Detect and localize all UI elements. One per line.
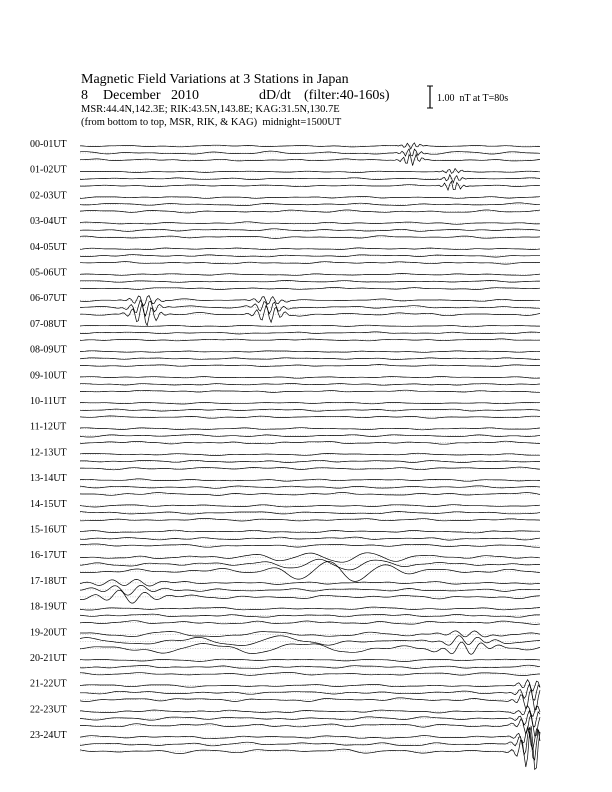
row-10-11UT [30, 396, 540, 418]
row-04-05UT [30, 242, 540, 264]
trace-RIK [80, 711, 540, 727]
row-label: 03-04UT [30, 216, 67, 228]
trace-MSR [80, 590, 540, 603]
trace-RIK [80, 300, 540, 316]
trace-KAG [80, 553, 540, 562]
row-label: 04-05UT [30, 241, 67, 253]
row-07-08UT [30, 319, 540, 341]
date-year: 2010 [171, 88, 199, 103]
trace-RIK [80, 559, 540, 570]
date-month: December [103, 88, 161, 103]
row-12-13UT [30, 447, 540, 469]
row-13-14UT [30, 473, 540, 495]
row-21-22UT [30, 679, 540, 711]
row-label: 11-12UT [30, 421, 67, 433]
trace-MSR [80, 726, 540, 769]
row-label: 05-06UT [30, 267, 67, 279]
row-label: 07-08UT [30, 318, 67, 330]
scale-label: 1.00 nT at T=80s [437, 93, 509, 104]
trace-RIK [80, 684, 540, 700]
filter-label: (filter:40-160s) [304, 88, 390, 103]
row-20-21UT [30, 653, 540, 676]
trace-RIK [80, 665, 540, 668]
row-02-03UT [30, 190, 540, 213]
row-09-10UT [30, 370, 540, 392]
trace-RIK [80, 175, 540, 183]
trace-MSR [80, 492, 540, 495]
row-label: 13-14UT [30, 473, 67, 485]
row-label: 21-22UT [30, 678, 67, 690]
row-18-19UT [30, 602, 540, 625]
row-03-04UT [30, 216, 540, 238]
row-label: 22-23UT [30, 704, 67, 716]
trace-MSR [80, 210, 540, 213]
trace-KAG [80, 351, 540, 353]
row-label: 23-24UT [30, 730, 67, 742]
chart-title: Magnetic Field Variations at 3 Stations in Japan [81, 72, 349, 87]
trace-KAG [80, 274, 540, 276]
trace-RIK [80, 332, 540, 334]
trace-KAG [80, 143, 540, 149]
quantity-label: dD/dt [259, 88, 291, 103]
trace-KAG [80, 680, 540, 692]
row-00-01UT [30, 139, 540, 166]
trace-KAG [80, 607, 540, 610]
row-label: 00-01UT [30, 139, 67, 150]
trace-RIK [80, 149, 540, 156]
row-label: 06-07UT [30, 293, 67, 305]
trace-KAG [80, 402, 540, 404]
trace-MSR [80, 416, 540, 418]
trace-KAG [80, 631, 540, 637]
trace-MSR [80, 544, 540, 547]
row-label: 09-10UT [30, 370, 67, 382]
row-label: 01-02UT [30, 164, 67, 176]
row-label: 16-17UT [30, 550, 67, 562]
row-05-06UT [30, 268, 540, 290]
trace-KAG [80, 479, 540, 481]
row-label: 14-15UT [30, 498, 67, 510]
row-01-02UT [30, 165, 540, 190]
trace-KAG [80, 659, 540, 661]
date-day: 8 [81, 88, 88, 103]
trace-KAG [80, 248, 540, 250]
row-14-15UT [30, 499, 540, 521]
trace-KAG [80, 377, 540, 379]
row-label: 19-20UT [30, 627, 67, 639]
trace-RIK [80, 537, 540, 540]
row-23-24UT [30, 726, 540, 769]
trace-KAG [80, 197, 540, 199]
row-label: 02-03UT [30, 190, 67, 202]
row-label: 20-21UT [30, 653, 67, 664]
row-16-17UT [30, 550, 540, 581]
trace-KAG [80, 727, 540, 749]
row-label: 18-19UT [30, 601, 67, 613]
row-11-12UT [30, 422, 540, 445]
scale-bar [427, 86, 433, 108]
trace-RIK [80, 486, 540, 489]
row-06-07UT [30, 293, 540, 325]
trace-RIK [80, 727, 540, 760]
row-17-18UT [30, 576, 540, 603]
trace-RIK [80, 585, 540, 595]
row-08-09UT [30, 345, 540, 367]
trace-MSR [80, 390, 540, 392]
trace-KAG [80, 296, 540, 306]
stations-line: MSR:44.4N,142.3E; RIK:43.5N,143.8E; KAG:31.5N,130.7E [81, 104, 340, 115]
order-line: (from bottom to top, MSR, RIK, & KAG) midnight=1500UT [81, 117, 342, 128]
row-label: 12-13UT [30, 447, 67, 459]
trace-MSR [80, 236, 540, 239]
row-label: 17-18UT [30, 575, 67, 587]
row-22-23UT [30, 704, 540, 736]
row-label: 10-11UT [30, 396, 67, 407]
row-label: 15-16UT [30, 524, 67, 536]
trace-MSR [80, 467, 540, 470]
trace-KAG [80, 169, 540, 174]
trace-RIK [80, 255, 540, 258]
row-15-16UT [30, 525, 540, 548]
row-label: 08-09UT [30, 344, 67, 356]
trace-KAG [80, 706, 540, 717]
trace-KAG [80, 505, 540, 507]
row-19-20UT [30, 627, 540, 654]
